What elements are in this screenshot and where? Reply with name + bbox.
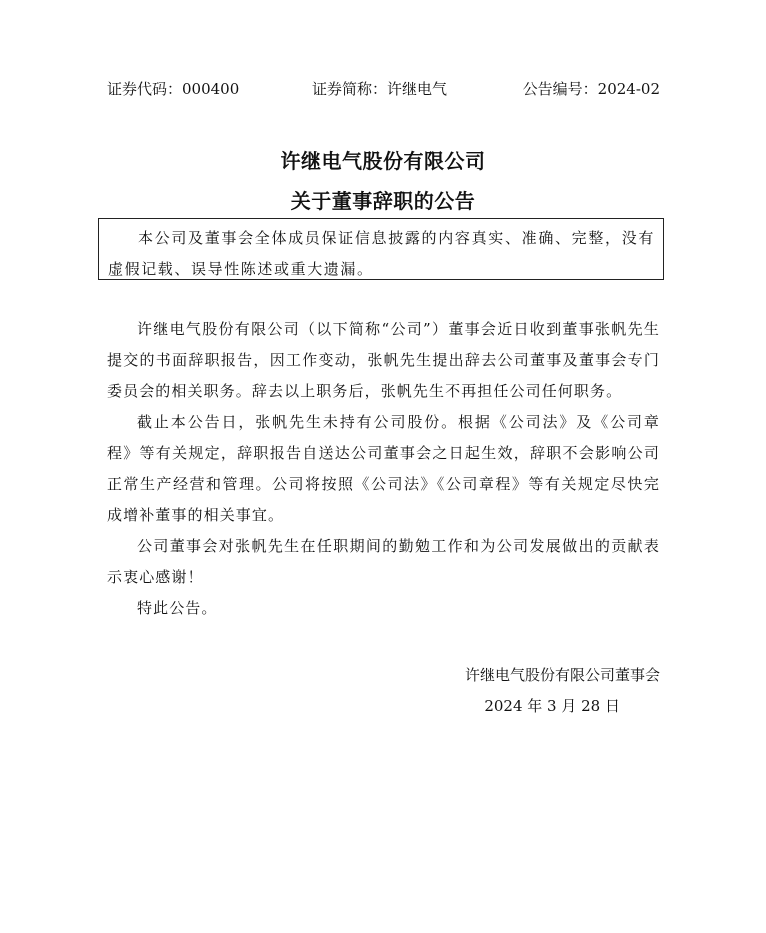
signature-date: 2024 年 3 月 28 日	[484, 697, 620, 715]
disclosure-notice-text: 本公司及董事会全体成员保证信息披露的内容真实、准确、完整，没有虚假记载、误导性陈述或重大遗漏。	[108, 229, 655, 278]
announcement-title: 关于董事辞职的公告	[290, 189, 476, 213]
company-title: 许继电气股份有限公司	[280, 149, 486, 173]
body-paragraph: 截止本公告日，张帆先生未持有公司股份。根据《公司法》及《公司章程》等有关规定，辞职报告自送达公司董事会之日起生效，辞职不会影响公司正常生产经营和管理。公司将按照《公司法》《公司章程》等有关规定尽快完成增补董事的相关事宜。	[107, 413, 660, 524]
signature-block	[465, 660, 660, 722]
announcement-number: 公告编号：2024-02	[522, 80, 660, 98]
signature-org: 许继电气股份有限公司董事会	[464, 666, 660, 684]
document-header	[107, 78, 660, 100]
body-paragraph: 许继电气股份有限公司（以下简称“公司”）董事会近日收到董事张帆先生提交的书面辞职报告，因工作变动，张帆先生提出辞去公司董事及董事会专门委员会的相关职务。辞去以上职务后，张帆先生不再担任公司任何职务。	[107, 320, 660, 400]
announcement-body	[107, 314, 660, 624]
body-paragraph: 公司董事会对张帆先生在任职期间的勤勉工作和为公司发展做出的贡献表示衷心感谢！	[107, 537, 660, 586]
disclosure-notice-box	[98, 218, 664, 280]
securities-code: 证券代码：000400	[107, 80, 240, 98]
body-paragraph: 特此公告。	[137, 599, 218, 617]
securities-name: 证券简称：许继电气	[312, 80, 448, 98]
